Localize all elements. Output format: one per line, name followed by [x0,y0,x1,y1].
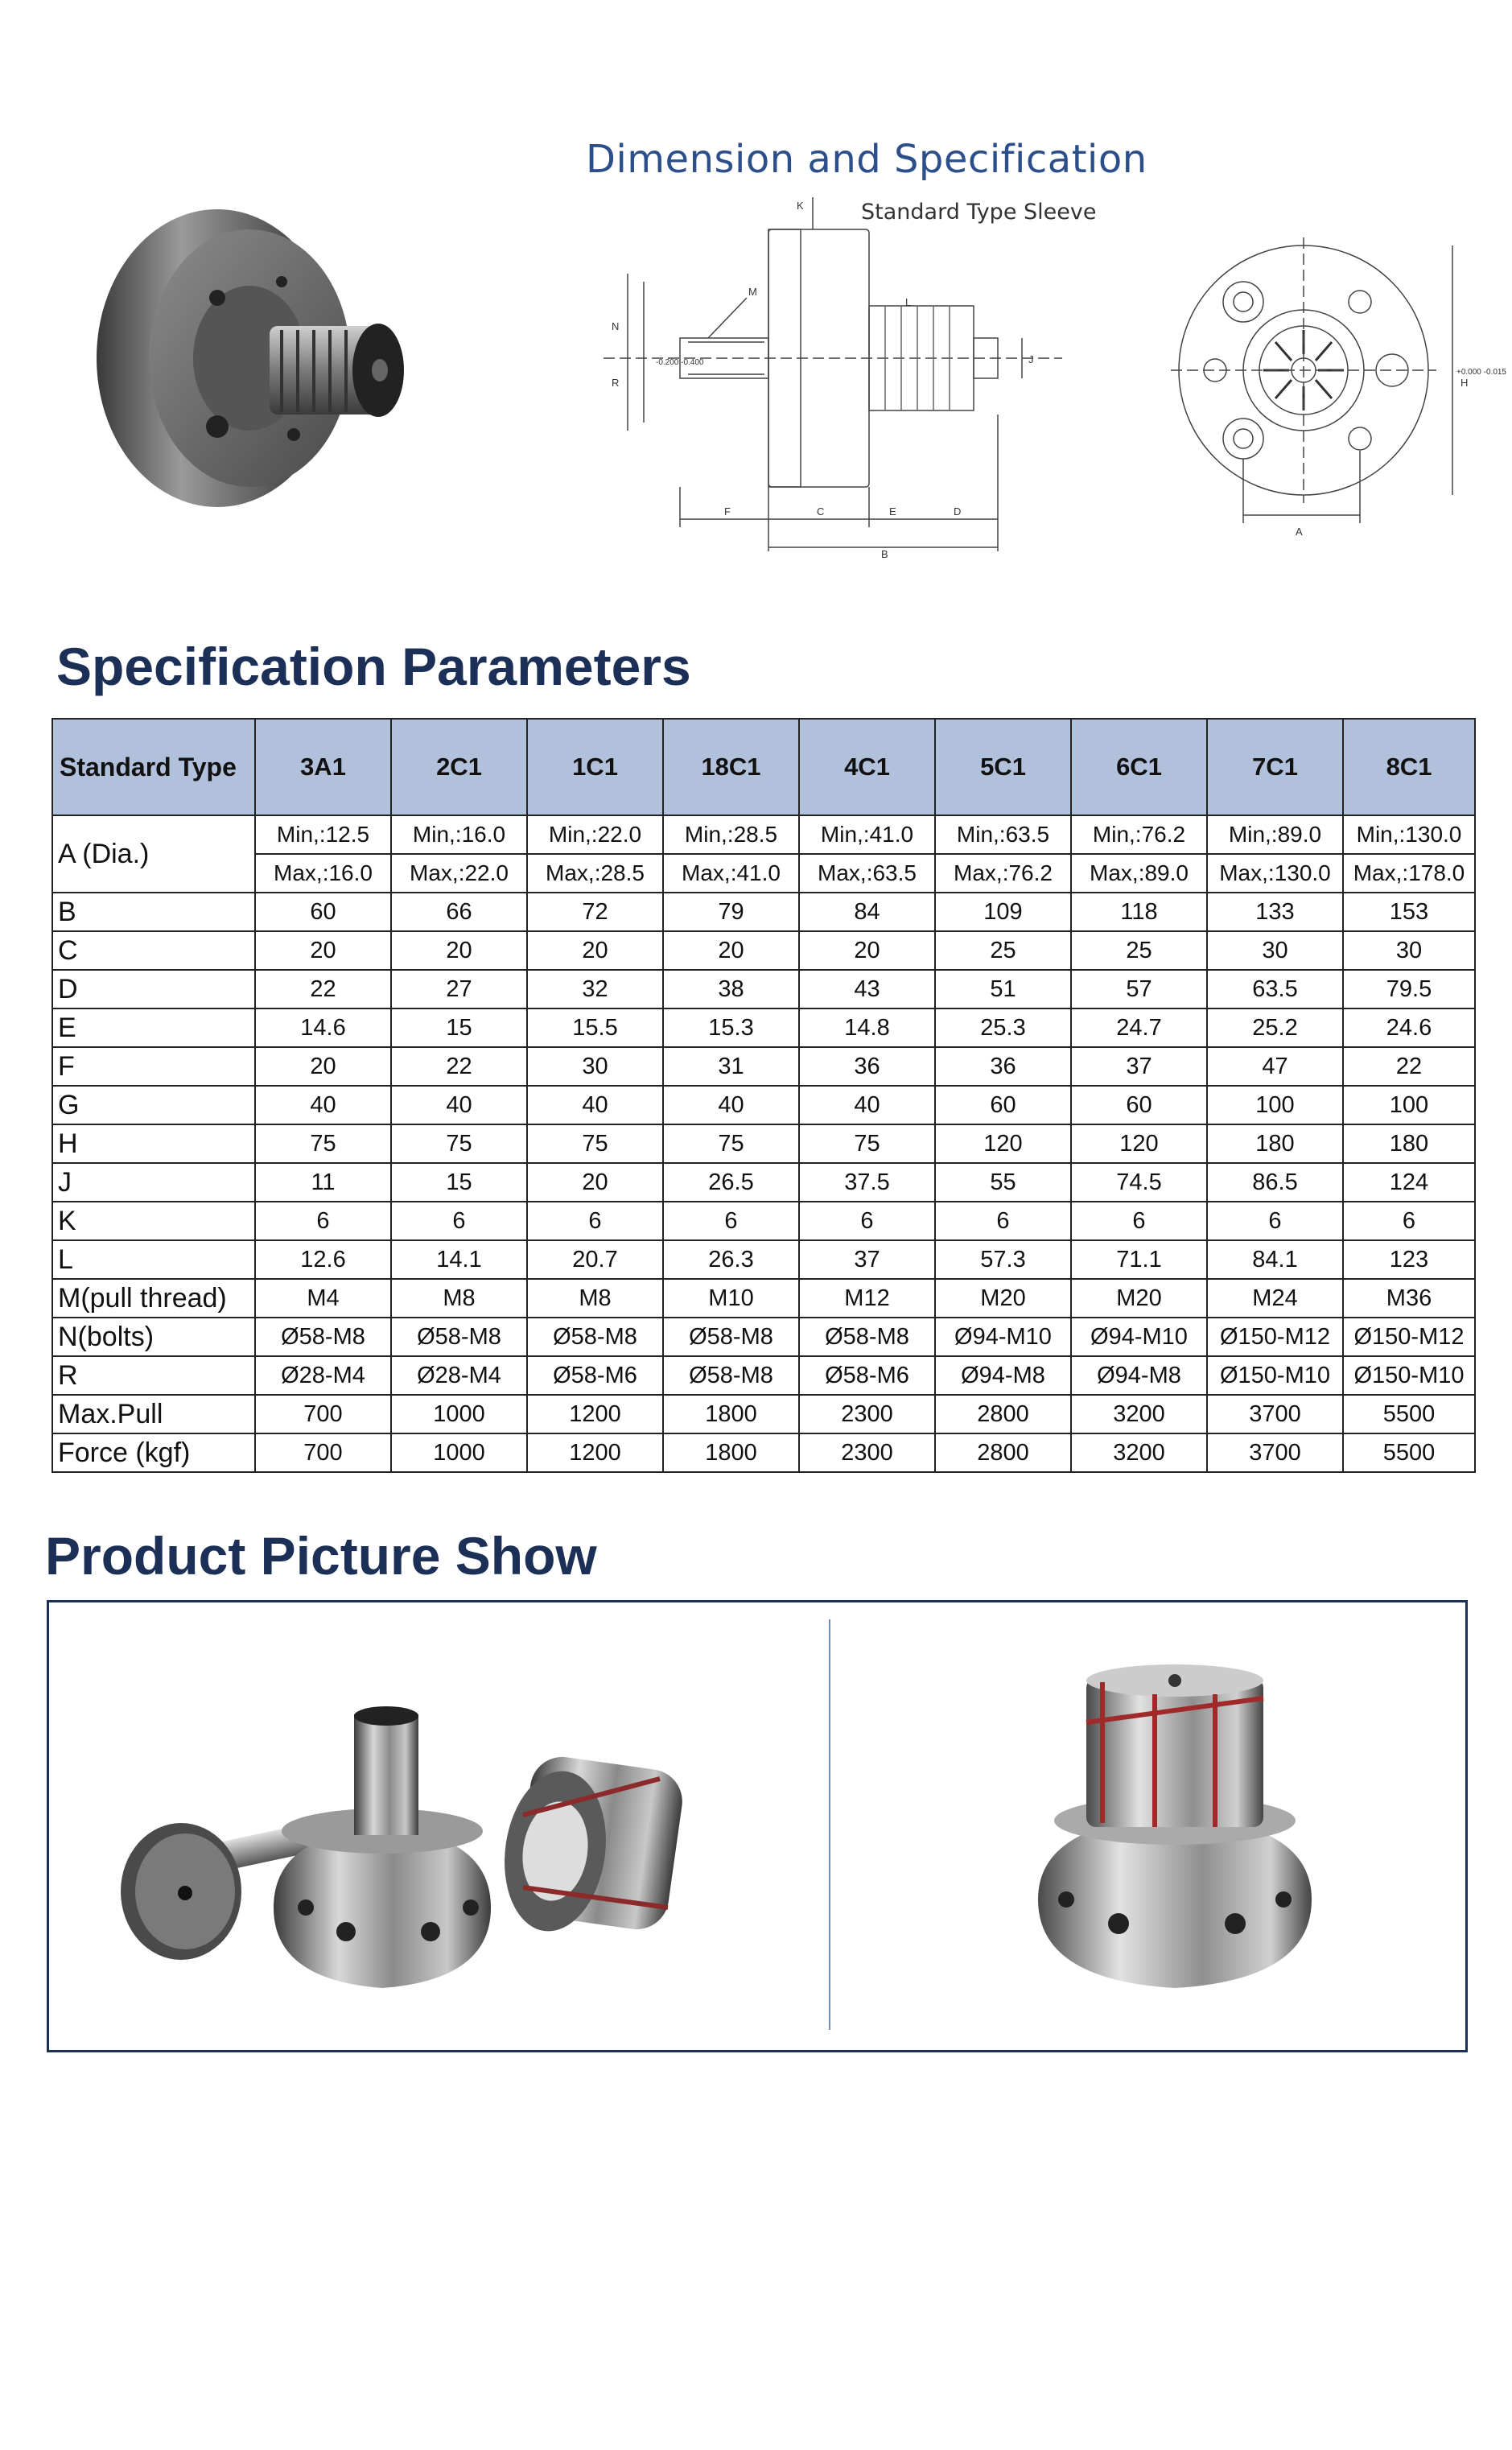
label-b: B [881,548,888,560]
cell: 40 [527,1086,663,1124]
table-row [52,1047,1475,1086]
cell: Min,:16.0 [391,815,527,854]
row-label: R [52,1356,255,1395]
cell: 20 [663,931,799,970]
cell: Min,:22.0 [527,815,663,854]
row-label: Force (kgf) [52,1433,255,1472]
spec-section-title: Specification Parameters [56,637,691,696]
cell: Max,:178.0 [1343,854,1475,893]
cell: 20 [799,931,935,970]
cell: 1800 [663,1433,799,1472]
table-row [52,1240,1475,1279]
cell: 6 [935,1202,1071,1240]
product-image-right [1022,1634,1328,2020]
cell: 20 [527,1163,663,1202]
row-label: N(bolts) [52,1318,255,1356]
cell: 15.3 [663,1008,799,1047]
cell: 26.5 [663,1163,799,1202]
row-label-a: A (Dia.) [52,815,255,893]
cell: M20 [1071,1279,1207,1318]
cell: 2300 [799,1433,935,1472]
row-label: K [52,1202,255,1240]
cell: 40 [255,1086,391,1124]
dimension-title: Dimension and Specification [586,137,1147,182]
table-row [52,1008,1475,1047]
cell: 22 [391,1047,527,1086]
product-image-left [105,1642,797,2020]
table-row [52,1124,1475,1163]
cell: 180 [1207,1124,1343,1163]
cell: 25.3 [935,1008,1071,1047]
row-label: F [52,1047,255,1086]
label-m: M [748,286,757,298]
table-row [52,1433,1475,1472]
cell: 63.5 [1207,970,1343,1008]
cell: 22 [1343,1047,1475,1086]
cell: 27 [391,970,527,1008]
cell: 3700 [1207,1395,1343,1433]
table-row [52,893,1475,931]
cell: Max,:76.2 [935,854,1071,893]
cell: 30 [527,1047,663,1086]
header-3a1: 3A1 [255,719,391,815]
cell: 60 [935,1086,1071,1124]
cell: 3200 [1071,1395,1207,1433]
cell: 25 [935,931,1071,970]
row-label: D [52,970,255,1008]
cell: 6 [391,1202,527,1240]
table-row [52,1279,1475,1318]
cell: 32 [527,970,663,1008]
cell: 133 [1207,893,1343,931]
front-view-drawing [1135,225,1506,547]
table-row [52,1163,1475,1202]
label-r: R [612,377,620,389]
cell: Ø58-M8 [255,1318,391,1356]
cell: 11 [255,1163,391,1202]
label-e: E [889,505,896,518]
cell: 6 [1207,1202,1343,1240]
cell: 5500 [1343,1433,1475,1472]
cell: 153 [1343,893,1475,931]
cell: 84.1 [1207,1240,1343,1279]
row-label: C [52,931,255,970]
cell: 2800 [935,1395,1071,1433]
cell: 2800 [935,1433,1071,1472]
cell: Ø58-M8 [391,1318,527,1356]
cell: 38 [663,970,799,1008]
cell: M8 [391,1279,527,1318]
cell: 14.8 [799,1008,935,1047]
cell: 180 [1343,1124,1475,1163]
cell: 1200 [527,1433,663,1472]
cell: 20 [255,1047,391,1086]
cell: 71.1 [1071,1240,1207,1279]
cell: Ø28-M4 [255,1356,391,1395]
cell: 75 [391,1124,527,1163]
cell: 30 [1343,931,1475,970]
cell: 120 [935,1124,1071,1163]
cell: 14.1 [391,1240,527,1279]
cell: 31 [663,1047,799,1086]
cell: 43 [799,970,935,1008]
cell: 20 [391,931,527,970]
cell: 120 [1071,1124,1207,1163]
cell: 1800 [663,1395,799,1433]
row-label: B [52,893,255,931]
cell: M10 [663,1279,799,1318]
cell: 79 [663,893,799,931]
side-view-drawing [555,181,1135,559]
cell: 55 [935,1163,1071,1202]
cell: 40 [799,1086,935,1124]
cell: 37 [1071,1047,1207,1086]
cell: Min,:41.0 [799,815,935,854]
row-label: G [52,1086,255,1124]
label-h: H [1461,377,1469,389]
cell: 15 [391,1008,527,1047]
cell: 84 [799,893,935,931]
cell: Max,:28.5 [527,854,663,893]
cell: 109 [935,893,1071,931]
cell: Ø94-M8 [1071,1356,1207,1395]
cell: 74.5 [1071,1163,1207,1202]
cell: M8 [527,1279,663,1318]
cell: Ø94-M8 [935,1356,1071,1395]
spec-header-row [52,719,1475,815]
cell: Min,:76.2 [1071,815,1207,854]
cell: M12 [799,1279,935,1318]
cell: 36 [799,1047,935,1086]
cell: 30 [1207,931,1343,970]
header-standard-type: Standard Type [52,719,255,815]
header-1c1: 1C1 [527,719,663,815]
table-row [52,1356,1475,1395]
cell: 5500 [1343,1395,1475,1433]
table-row [52,970,1475,1008]
cell: 1200 [527,1395,663,1433]
cell: Min,:63.5 [935,815,1071,854]
cell: 25 [1071,931,1207,970]
cell: Max,:16.0 [255,854,391,893]
cell: M20 [935,1279,1071,1318]
cell: 20 [527,931,663,970]
header-7c1: 7C1 [1207,719,1343,815]
cell: 15 [391,1163,527,1202]
row-label: J [52,1163,255,1202]
cell: Min,:130.0 [1343,815,1475,854]
table-row [52,1395,1475,1433]
cell: 3200 [1071,1433,1207,1472]
cell: 3700 [1207,1433,1343,1472]
hero-chuck-image [76,185,414,523]
spec-table [51,718,1474,1473]
cell: Ø94-M10 [935,1318,1071,1356]
label-k: K [797,200,804,212]
cell: 118 [1071,893,1207,931]
product-divider [829,1619,830,2030]
cell: 6 [663,1202,799,1240]
cell: 57 [1071,970,1207,1008]
row-label: L [52,1240,255,1279]
row-a-min [52,815,1475,854]
cell: 24.6 [1343,1008,1475,1047]
table-row [52,1086,1475,1124]
cell: 6 [255,1202,391,1240]
cell: 75 [527,1124,663,1163]
header-5c1: 5C1 [935,719,1071,815]
cell: 25.2 [1207,1008,1343,1047]
product-section-title: Product Picture Show [45,1526,597,1586]
cell: Ø28-M4 [391,1356,527,1395]
cell: Min,:28.5 [663,815,799,854]
cell: 75 [663,1124,799,1163]
cell: Ø150-M10 [1343,1356,1475,1395]
cell: 100 [1343,1086,1475,1124]
cell: 6 [1071,1202,1207,1240]
cell: 100 [1207,1086,1343,1124]
row-label: Max.Pull [52,1395,255,1433]
cell: M36 [1343,1279,1475,1318]
cell: Ø58-M6 [527,1356,663,1395]
cell: 75 [255,1124,391,1163]
cell: 37 [799,1240,935,1279]
header-6c1: 6C1 [1071,719,1207,815]
cell: 700 [255,1433,391,1472]
cell: 124 [1343,1163,1475,1202]
cell: 24.7 [1071,1008,1207,1047]
cell: 37.5 [799,1163,935,1202]
table-row [52,1202,1475,1240]
cell: 66 [391,893,527,931]
cell: 60 [255,893,391,931]
cell: 40 [663,1086,799,1124]
table-row [52,1318,1475,1356]
cell: Ø150-M12 [1343,1318,1475,1356]
cell: 47 [1207,1047,1343,1086]
label-g-tol: -0.200 -0.400 [656,358,704,367]
cell: 20 [255,931,391,970]
cell: M4 [255,1279,391,1318]
header-8c1: 8C1 [1343,719,1475,815]
cell: 75 [799,1124,935,1163]
cell: Max,:89.0 [1071,854,1207,893]
cell: 22 [255,970,391,1008]
cell: 86.5 [1207,1163,1343,1202]
cell: 36 [935,1047,1071,1086]
cell: Ø150-M10 [1207,1356,1343,1395]
row-label: E [52,1008,255,1047]
cell: 6 [1343,1202,1475,1240]
cell: 40 [391,1086,527,1124]
cell: 26.3 [663,1240,799,1279]
cell: 1000 [391,1433,527,1472]
cell: 20.7 [527,1240,663,1279]
cell: 51 [935,970,1071,1008]
cell: Min,:12.5 [255,815,391,854]
cell: 6 [799,1202,935,1240]
label-n: N [612,320,620,332]
cell: Ø58-M8 [663,1318,799,1356]
table-row [52,931,1475,970]
cell: M24 [1207,1279,1343,1318]
label-j: J [1028,353,1034,365]
dimension-subtitle: Standard Type Sleeve [861,200,1097,225]
label-l: L [905,296,912,308]
cell: 1000 [391,1395,527,1433]
cell: Max,:130.0 [1207,854,1343,893]
cell: Ø150-M12 [1207,1318,1343,1356]
cell: Ø58-M8 [527,1318,663,1356]
cell: Min,:89.0 [1207,815,1343,854]
cell: 79.5 [1343,970,1475,1008]
cell: 2300 [799,1395,935,1433]
header-2c1: 2C1 [391,719,527,815]
header-4c1: 4C1 [799,719,935,815]
label-d: D [954,505,962,518]
cell: 700 [255,1395,391,1433]
header-18c1: 18C1 [663,719,799,815]
label-c: C [817,505,825,518]
cell: 14.6 [255,1008,391,1047]
cell: 12.6 [255,1240,391,1279]
cell: Max,:41.0 [663,854,799,893]
cell: Ø58-M6 [799,1356,935,1395]
cell: 6 [527,1202,663,1240]
label-f: F [724,505,731,518]
cell: 60 [1071,1086,1207,1124]
cell: 15.5 [527,1008,663,1047]
cell: Ø58-M8 [663,1356,799,1395]
label-h-tol: +0.000 -0.015 [1456,368,1506,377]
row-label: M(pull thread) [52,1279,255,1318]
cell: Ø94-M10 [1071,1318,1207,1356]
cell: Ø58-M8 [799,1318,935,1356]
cell: Max,:22.0 [391,854,527,893]
row-a-max [52,854,1475,893]
cell: Max,:63.5 [799,854,935,893]
label-a: A [1296,526,1303,538]
cell: 123 [1343,1240,1475,1279]
cell: 57.3 [935,1240,1071,1279]
row-label: H [52,1124,255,1163]
cell: 72 [527,893,663,931]
